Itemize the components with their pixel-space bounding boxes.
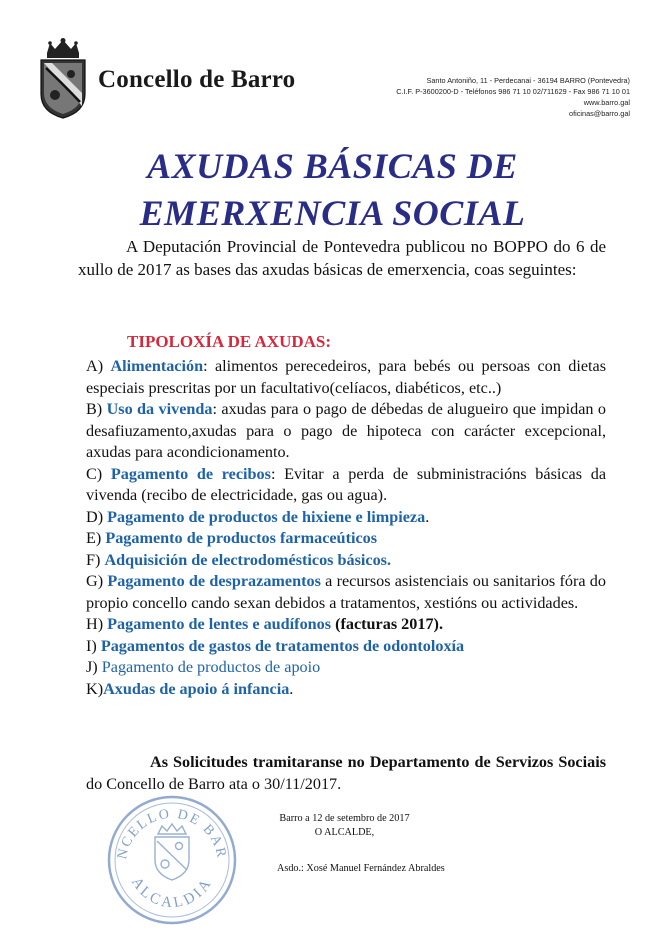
list-item: [86, 571, 606, 614]
contact-block: [396, 75, 630, 119]
item-highlight: Axudas de apoio á infancia: [103, 679, 290, 698]
stamp-bottom-text: ALCALDIA: [128, 874, 216, 912]
item-suffix: (facturas 2017).: [335, 615, 443, 633]
intro-text: A Deputación Provincial de Pontevedra publicou no BOPPO do 6 de xullo de 2017 as bases das axudas básicas de emerxencia, coas seguintes:: [78, 237, 606, 279]
item-highlight: Uso da vivenda: [106, 400, 213, 418]
letterhead: [0, 0, 665, 140]
item-prefix: B): [86, 400, 107, 418]
list-item: [86, 550, 606, 572]
closing-text: do Concello de Barro ata o 30/11/2017.: [86, 774, 342, 793]
item-highlight: Pagamento de productos farmaceúticos: [105, 529, 378, 547]
org-name: Concello de Barro: [98, 66, 296, 93]
item-highlight: Alimentación: [110, 357, 204, 375]
list-item: [86, 356, 606, 399]
item-prefix: C): [86, 464, 111, 483]
item-highlight: Pagamentos de gastos de tratamentos de odontoloxía: [100, 636, 465, 655]
signature-name: Asdo.: Xosé Manuel Fernández Abraldes: [277, 863, 445, 874]
item-prefix: E): [86, 529, 106, 547]
intro-paragraph: [78, 235, 606, 281]
crest-icon: [38, 38, 88, 120]
item-prefix: D): [86, 507, 108, 526]
aid-list: [86, 356, 606, 700]
signature-block: [277, 812, 412, 840]
website-link[interactable]: www.barro.gal: [583, 98, 630, 107]
item-highlight: Pagamento de productos de apoio: [101, 658, 321, 676]
item-prefix: K): [86, 679, 104, 698]
title-line-1: AXUDAS BÁSICAS DE: [147, 146, 518, 186]
title-line-2: EMERXENCIA SOCIAL: [139, 193, 526, 233]
closing-paragraph: [86, 752, 606, 795]
item-prefix: J): [86, 658, 102, 676]
list-item: [86, 507, 606, 529]
list-item: [86, 528, 606, 550]
stamp-top-text: NCELLO DE BAR: [115, 806, 229, 861]
item-text: : alimentos perecedeiros, para bebés ou persoas con dietas especiais prescritas por un facultativo(celíacos, diabéticos, etc..): [86, 357, 606, 397]
closing-bold: As Solicitudes tramitaranse no Departamento de Servizos Sociais: [150, 753, 606, 771]
email-link[interactable]: oficinas@barro.gal: [569, 109, 630, 118]
item-prefix: G): [86, 572, 108, 590]
item-highlight: Pagamento de desprazamentos: [107, 572, 321, 590]
item-prefix: F): [86, 550, 105, 569]
item-prefix: A): [86, 357, 111, 375]
item-text: .: [289, 679, 294, 698]
official-stamp: [106, 794, 238, 926]
signature-role: O ALCALDE,: [314, 827, 375, 838]
list-item: [86, 399, 606, 464]
address-line: Santo Antoniño, 11 - Perdecanai - 36194 BARRO (Pontevedra): [426, 76, 630, 85]
list-item: [86, 657, 606, 679]
item-text: : axudas para o pago de débedas de alugueiro que impidan o desafiuzamento,axudas para o pago de hipoteca con carácter excepcional, axudas para acondicionamento.: [86, 400, 607, 461]
item-text: : Evitar a perda de subministracións básicas da vivenda (recibo de electricidade, gas ou agua).: [86, 464, 607, 504]
item-text: .: [425, 507, 430, 526]
phone-line: C.I.F. P-3600200-D - Teléfonos 986 71 10 02/711629 - Fax 986 71 10 01: [396, 87, 630, 96]
signature-date: Barro a 12 de setembro de 2017: [279, 813, 410, 824]
item-highlight: Pagamento de productos de hixiene e limpieza: [107, 507, 426, 526]
item-text: a recursos asistenciais ou sanitarios fóra do propio concello cando sexan debidos a tratamentos, xestións ou actividades.: [86, 572, 606, 612]
item-highlight: Pagamento de lentes e audífonos: [107, 615, 332, 633]
list-item: [86, 614, 606, 636]
item-highlight: Pagamento de recibos: [110, 464, 271, 483]
item-prefix: H): [86, 615, 108, 633]
section-subtitle: TIPOLOXÍA DE AXUDAS:: [127, 332, 332, 351]
list-item: [86, 679, 606, 701]
item-highlight: Adquisición de electrodomésticos básicos.: [104, 550, 392, 569]
item-prefix: I): [86, 636, 101, 655]
list-item: [86, 464, 606, 507]
list-item: [86, 636, 606, 658]
